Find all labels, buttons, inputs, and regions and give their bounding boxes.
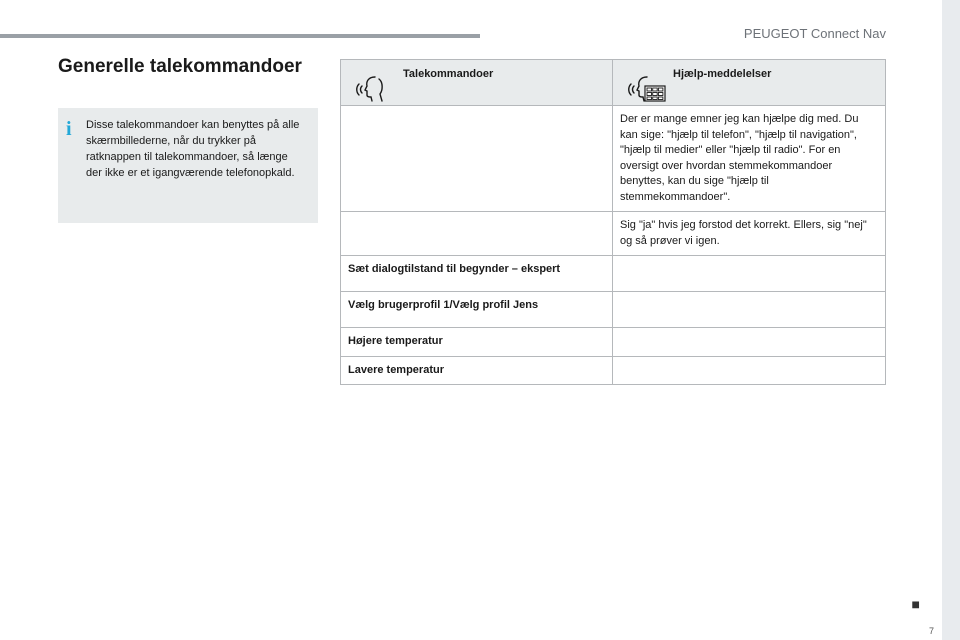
column-label-commands: Talekommandoer [403,68,494,80]
help-cell: Sig "ja" hvis jeg forstod det korrekt. Ellers, sig "nej" og så prøver vi igen. [613,212,886,256]
column-header-commands [341,60,613,106]
voice-command-table [340,59,886,385]
help-cell [613,292,886,328]
table-row [341,212,886,256]
speaking-head-screen-icon [627,74,667,110]
command-cell: Højere temperatur [341,328,613,357]
info-box [58,108,318,223]
help-cell: Der er mange emner jeg kan hjælpe dig med. Du kan sige: "hjælp til telefon", "hjælp til navigation", "hjælp til medier" eller "hjælp til radio". For en oversigt over hvordan stemmekommandoer benyttes, kan du sige "hjælp til stemmekommandoer". [613,106,886,212]
page-title: Generelle talekommandoer [58,56,302,77]
command-cell [341,212,613,256]
table-header-row [341,60,886,106]
info-icon: i [66,118,72,140]
help-cell [613,256,886,292]
command-cell: Sæt dialogtilstand til begynder – ekspert [341,256,613,292]
command-cell: Vælg brugerprofil 1/Vælg profil Jens [341,292,613,328]
table-row [341,256,886,292]
brand-label: PEUGEOT Connect Nav [743,26,886,41]
command-cell: Lavere temperatur [341,356,613,385]
page-end-marker: ■ [911,596,920,612]
info-text: Disse talekommandoer kan benyttes på alle skærmbillederne, når du trykker på ratknappen til talekommandoer, så længe der ikke er et igangværende telefonopkald. [86,119,300,179]
page-edge-strip [942,0,960,640]
table-row [341,356,886,385]
header-rule [0,34,480,38]
command-cell [341,106,613,212]
table-row [341,292,886,328]
column-label-help: Hjælp-meddelelser [673,68,772,80]
column-header-help [613,60,886,106]
help-cell [613,356,886,385]
speaking-head-icon [355,74,385,110]
table-row [341,106,886,212]
page-number: 7 [928,626,934,636]
help-cell [613,328,886,357]
table-row [341,328,886,357]
